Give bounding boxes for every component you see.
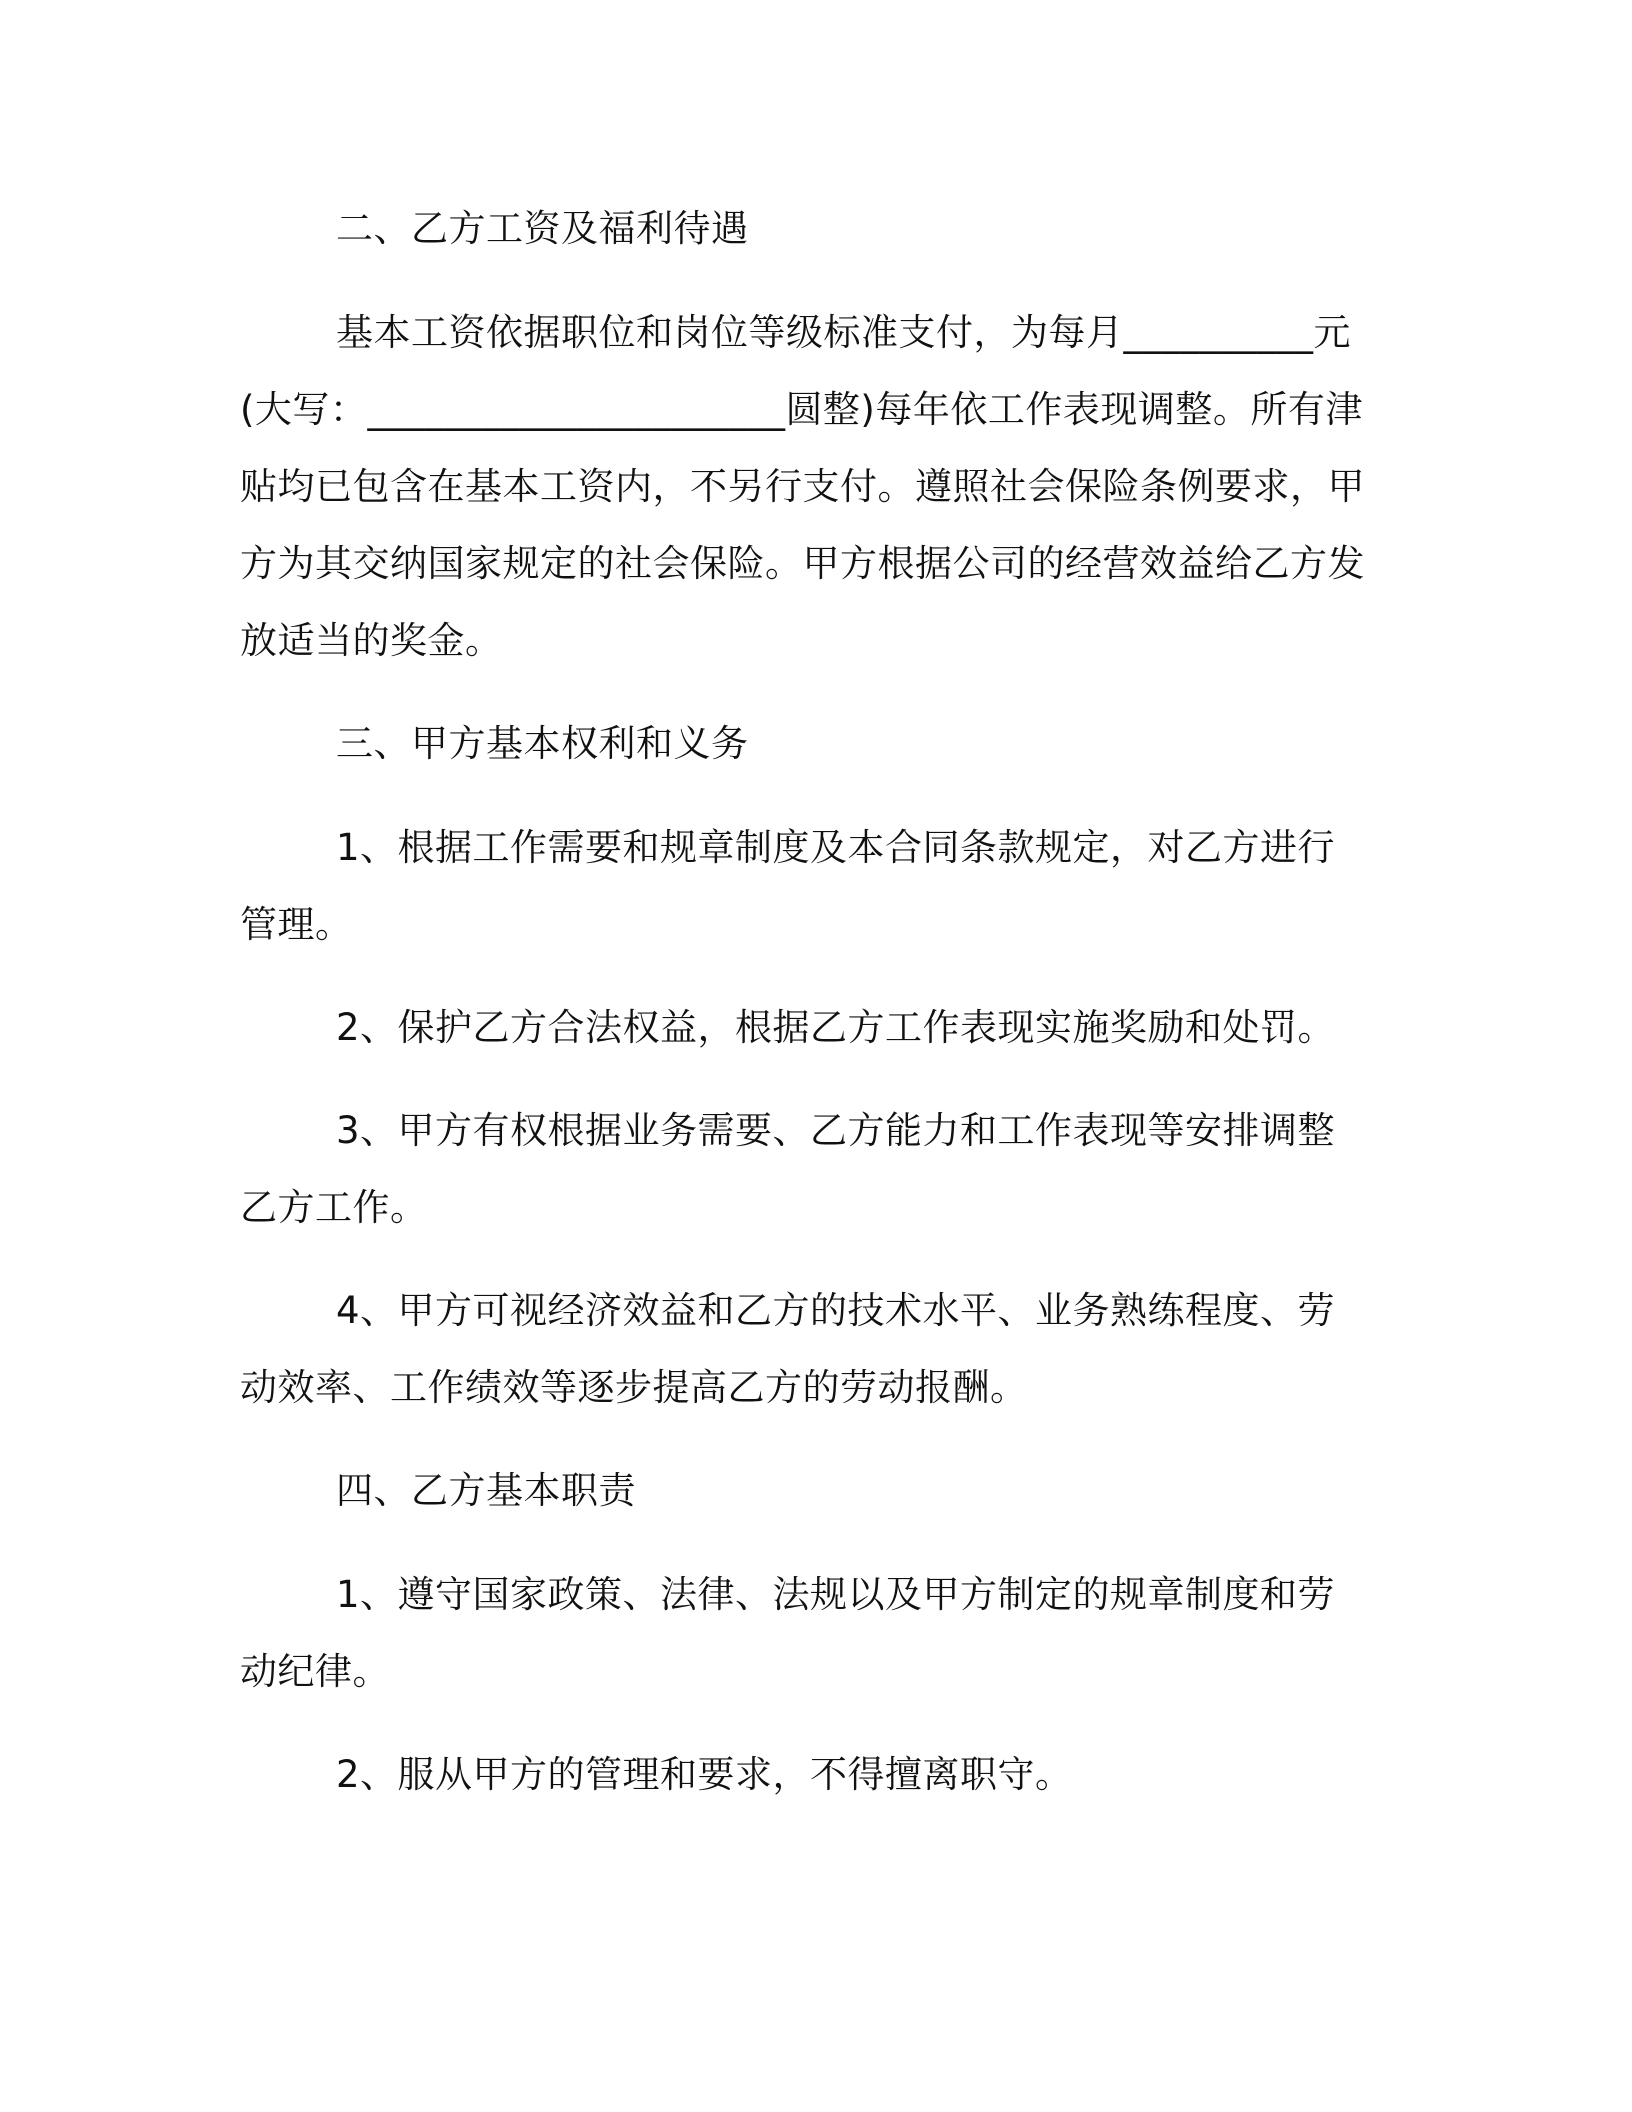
employer-item-4: 4、甲方可视经济效益和乙方的技术水平、业务熟练程度、劳动效率、工作绩效等逐步提高乙方的劳动报酬。 bbox=[240, 1289, 1336, 1409]
employer-item-3: 3、甲方有权根据业务需要、乙方能力和工作表现等安排调整乙方工作。 bbox=[240, 1109, 1336, 1229]
employee-item-1: 1、遵守国家政策、法律、法规以及甲方制定的规章制度和劳动纪律。 bbox=[240, 1573, 1336, 1693]
section-heading-employer-rights: 三、甲方基本权利和义务 bbox=[336, 722, 749, 765]
wage-text-after: 元(大写： bbox=[240, 311, 1351, 431]
wage-capital-blank: ______________________ bbox=[367, 388, 786, 431]
section-heading-employee-duties: 四、乙方基本职责 bbox=[336, 1469, 636, 1512]
wage-paragraph bbox=[240, 294, 1370, 679]
employee-item-2: 2、服从甲方的管理和要求，不得擅离职守。 bbox=[336, 1753, 1073, 1796]
employer-item-1: 1、根据工作需要和规章制度及本合同条款规定，对乙方进行管理。 bbox=[240, 826, 1336, 946]
document-body bbox=[240, 190, 1370, 1839]
wage-text-before: 基本工资依据职位和岗位等级标准支付，为每月 bbox=[336, 311, 1124, 354]
employer-item-2: 2、保护乙方合法权益，根据乙方工作表现实施奖励和处罚。 bbox=[336, 1006, 1336, 1049]
section-heading-wages: 二、乙方工资及福利待遇 bbox=[336, 207, 749, 250]
monthly-wage-blank: __________ bbox=[1123, 311, 1314, 354]
wage-text-rest: 圆整)每年依工作表现调整。所有津贴均已包含在基本工资内，不另行支付。遵照社会保险条例要求，甲方为其交纳国家规定的社会保险。甲方根据公司的经营效益给乙方发放适当的奖金。 bbox=[240, 388, 1365, 662]
